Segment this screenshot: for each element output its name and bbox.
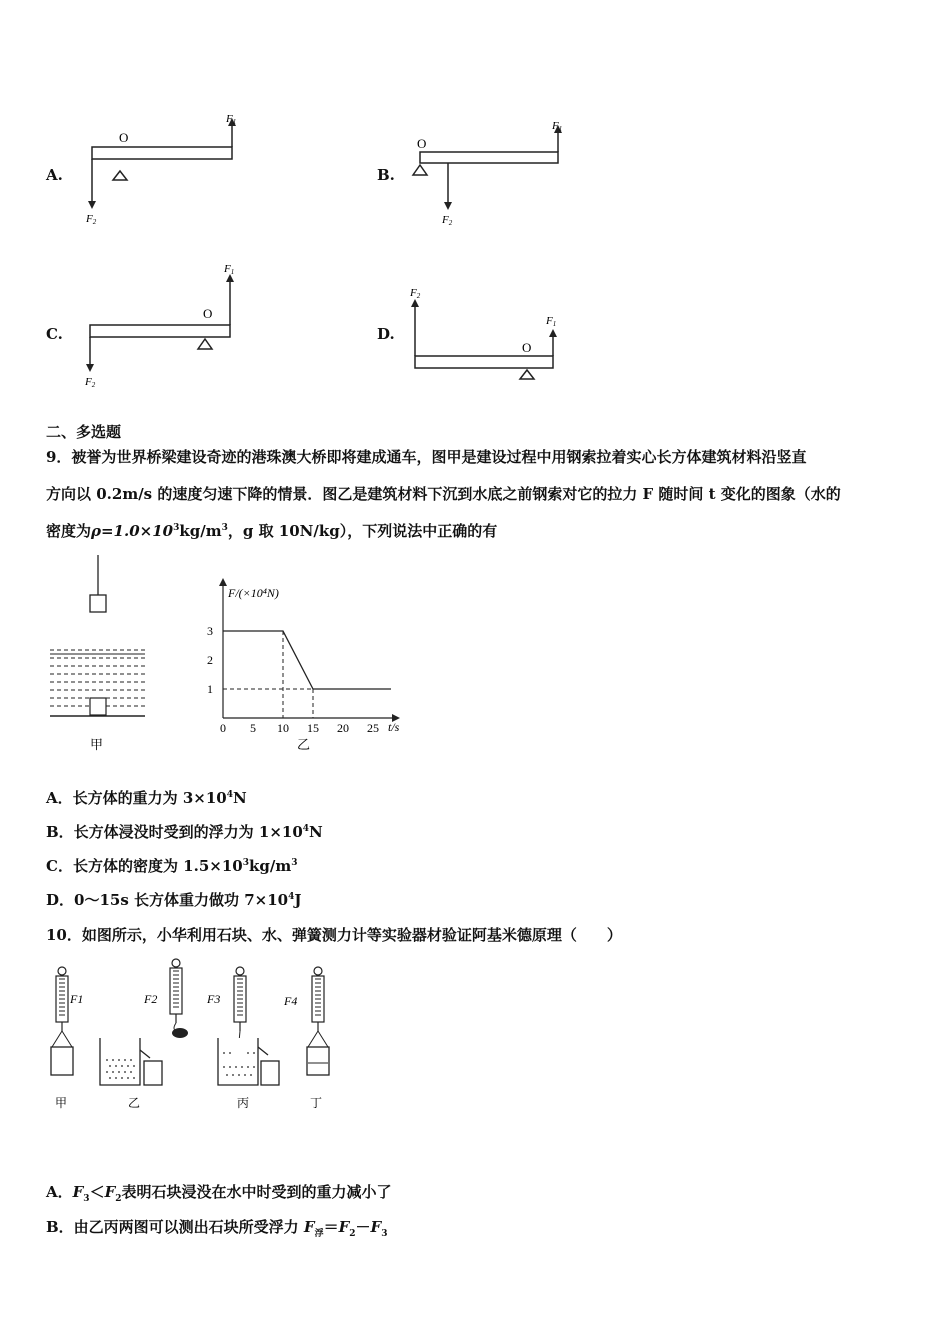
f2-label: F [85, 376, 92, 388]
q9-line1: 9．被誉为世界桥梁建设奇迹的港珠澳大桥即将建成通车，图甲是建设过程中用钢索拉着实心长方体建筑材料沿竖直 [46, 448, 807, 466]
svg-text:F1: F1 [224, 263, 235, 276]
q9-option-d[interactable]: D．0～15s 长方体重力做功 $7\times 10^4J$ [46, 891, 302, 909]
scale-label-f4: F4 [284, 994, 298, 1008]
x-tick-label: 5 [250, 721, 256, 735]
q9-line3: 密度为$\rho=1.0\times 10^3kg/m^3$，g 取 10N/kg），下列说法中正确的有 [46, 522, 498, 540]
q10-option-b: B．由乙丙两图可以测出石块所受浮力 $F_浮=F_2-F_3$ [46, 1218, 388, 1239]
pivot-label: O [119, 130, 129, 145]
lever-diagram-d [400, 282, 580, 392]
pivot-label: O [203, 306, 213, 321]
y-tick-label: 1 [207, 682, 213, 696]
y-axis-label: F/(×10⁴N) [228, 586, 279, 600]
fig-yi-caption: 乙 [297, 737, 311, 752]
caption-bing: 丙 [237, 1096, 250, 1110]
q9-option-c[interactable]: C．长方体的密度为 $1.5\times 10^3kg/m^3$ [46, 857, 298, 875]
figure-jia [45, 550, 155, 755]
q9-option-b[interactable]: B．长方体浸没时受到的浮力为 $1\times 10^4N$ [46, 823, 323, 841]
x-tick-label: 15 [307, 721, 319, 735]
lever-diagram-b [400, 115, 580, 230]
caption-jia: 甲 [55, 1096, 68, 1110]
series-line [223, 631, 391, 689]
force-time-chart [190, 575, 420, 755]
f1-label: F [546, 315, 553, 327]
svg-text:F2: F2 [410, 287, 421, 300]
y-tick-label: 3 [207, 624, 213, 638]
f2-label: F [410, 287, 417, 299]
q9-line2: 方向以 0.2m/s 的速度匀速下降的情景．图乙是建筑材料下沉到水底之前钢索对它的拉力 F 随时间 t 变化的图象（水的 [46, 485, 841, 503]
pivot-label: O [417, 136, 427, 151]
f1-label: F [552, 120, 559, 132]
svg-text:F1: F1 [546, 315, 557, 328]
scale-label-f3: F3 [207, 992, 221, 1006]
q10-stem: 10．如图所示，小华利用石块、水、弹簧测力计等实验器材验证阿基米德原理（ ） [46, 926, 622, 944]
f2-label: F [86, 213, 93, 225]
svg-text:F1: F1 [552, 120, 563, 133]
y-tick-label: 2 [207, 653, 213, 667]
caption-yi: 乙 [128, 1096, 141, 1110]
svg-text:F2: F2 [85, 376, 96, 389]
x-tick-label: 10 [277, 721, 289, 735]
option-b-letter: B. [377, 166, 395, 184]
svg-text:F2: F2 [442, 214, 453, 227]
rho-value: ρ=1.0×10 [91, 522, 174, 540]
x-tick-label: 20 [337, 721, 349, 735]
x-axis-label: t/s [388, 720, 400, 734]
svg-text:F1: F1 [226, 113, 237, 126]
section-title: 二、多选题 [46, 423, 122, 441]
x-tick-label: 25 [367, 721, 379, 735]
fig-jia-caption: 甲 [90, 737, 104, 752]
caption-ding: 丁 [310, 1096, 323, 1110]
option-c-letter: C. [46, 325, 63, 343]
f1-label: F [226, 113, 233, 125]
archimedes-figure [40, 955, 360, 1120]
svg-text:F2: F2 [86, 213, 97, 226]
lever-diagram-a [80, 110, 260, 235]
scale-label-f2: F2 [144, 992, 158, 1006]
option-d-letter: D. [377, 325, 395, 343]
f2-label: F [442, 214, 449, 226]
lever-diagram-c [75, 255, 255, 395]
q9-option-a[interactable]: A．长方体的重力为 $3\times 10^4N$ [46, 789, 247, 807]
x-tick-label: 0 [220, 721, 226, 735]
f1-label: F [224, 263, 231, 275]
option-a-letter: A. [46, 166, 63, 184]
scale-label-f1: F1 [70, 992, 84, 1006]
pivot-label: O [522, 340, 532, 355]
q10-option-a: A．$F_3<F_2$表明石块浸没在水中时受到的重力减小了 [46, 1183, 392, 1204]
